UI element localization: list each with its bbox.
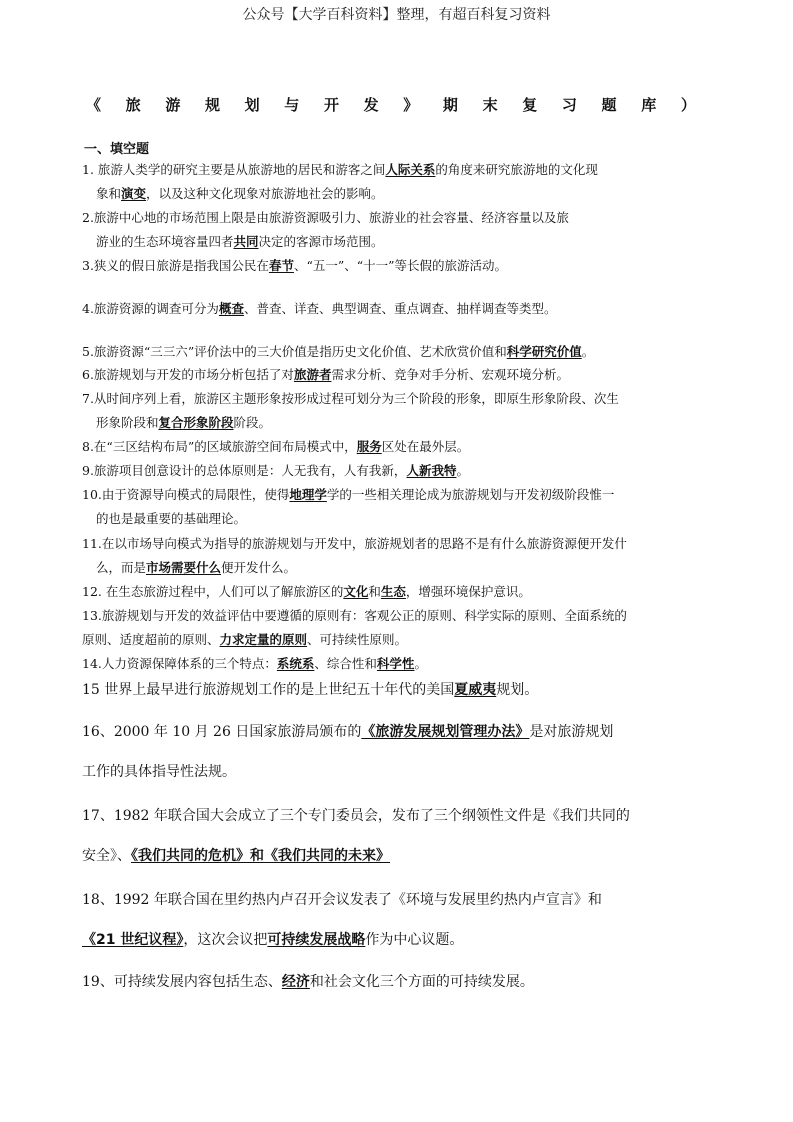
answer: 科学性 (376, 656, 415, 671)
question-12 (82, 580, 697, 604)
title-char: 游 (165, 96, 181, 114)
title-char: 发 (363, 96, 379, 114)
q-text: 作为中心议题。 (365, 932, 464, 948)
answer: 生态 (380, 584, 406, 599)
q-text: 8.在“三区结构布局”的区域旅游空间布局模式中， (82, 439, 357, 454)
question-1 (82, 158, 697, 206)
page-header: 公众号【大学百科资料】整理，有超百科复习资料 (242, 7, 551, 23)
question-16 (82, 712, 697, 792)
q-text: 15 世界上最早进行旅游规划工作的是上世纪五十年代的美国 (82, 682, 455, 698)
answer: 科学研究价值 (506, 344, 582, 359)
q-text: 2.旅游中心地的市场范围上限是由旅游资源吸引力、旅游业的社会容量、经济容量以及旅 (82, 210, 569, 225)
q-text: 9.旅游项目创意设计的总体原则是：人无我有，人有我新， (82, 463, 407, 478)
q-text: 的角度来研究旅游地的文化现 (435, 162, 598, 177)
answer: 复合形象阶段 (158, 415, 234, 430)
question-15 (82, 670, 697, 710)
q-text: 3.狭义的假日旅游是指我国公民在 (82, 258, 269, 273)
q-text: 便开发什么。 (221, 560, 297, 575)
q-text: 需求分析、竞争对手分析、宏观环境分析。 (331, 367, 569, 382)
q-text: 14.人力资源保障体系的三个特点： (82, 656, 277, 671)
q-text: 13.旅游规划与开发的效益评估中要遵循的原则有：客观公正的原则、科学实际的原则、全面系统的 (82, 608, 627, 623)
q-text: 16、2000 年 10 月 26 日国家旅游局颁布的 (82, 724, 362, 740)
q-text: 、综合性和 (314, 656, 377, 671)
title-char: 库 (641, 96, 657, 114)
question-18 (82, 880, 697, 960)
q-text: 学的一些相关理论成为旅游规划与开发初级阶段惟一 (326, 487, 615, 502)
q-text: 、可持续性原则。 (307, 632, 408, 647)
q-text: 阶段。 (233, 415, 272, 430)
q-text: 原则、适度超前的原则、 (82, 632, 220, 647)
answer: 人际关系 (385, 162, 436, 177)
q-text: 12. 在生态旅游过程中，人们可以了解旅游区的 (82, 584, 344, 599)
answer: 经济 (281, 974, 310, 990)
question-13 (82, 604, 697, 652)
q-text: 形象阶段和 (96, 415, 159, 430)
answer: 旅游者 (293, 367, 332, 382)
q-text: 19、可持续发展内容包括生态、 (82, 974, 282, 990)
q-text: ，以及这种文化现象对旅游地社会的影响。 (146, 186, 384, 201)
answer: 可持续发展战略 (267, 932, 366, 948)
title-char: ） (680, 96, 696, 114)
title-char: 题 (601, 96, 617, 114)
title-char: 开 (323, 96, 339, 114)
q-text: ，增强环境保护意识。 (405, 584, 531, 599)
answer: 夏威夷 (454, 682, 497, 698)
q-text: 是对旅游规划 (529, 724, 614, 740)
question-7 (82, 387, 697, 435)
q-text: 么，而是 (96, 560, 147, 575)
q-text: 规划。 (496, 682, 539, 698)
q-text: 4.旅游资源的调查可分为 (82, 301, 219, 316)
q-text: 17、1982 年联合国大会成立了三个专门委员会，发布了三个纲领性文件是《我们共同的 (82, 808, 630, 824)
question-2 (82, 206, 697, 254)
title-char: 复 (522, 96, 538, 114)
title-char: 》 (403, 96, 419, 114)
question-6 (82, 363, 697, 387)
title-char: 《 (86, 96, 102, 114)
question-19 (82, 962, 697, 1002)
q-text: 工作的具体指导性法规。 (82, 764, 236, 780)
q-text: 。 (581, 344, 595, 359)
question-9 (82, 459, 697, 483)
answer: 共同 (233, 234, 259, 249)
q-text: 11.在以市场导向模式为指导的旅游规划与开发中，旅游规划者的思路不是有什么旅游资源便开发什 (82, 536, 627, 551)
question-5 (82, 340, 697, 364)
answer: 人新我特 (406, 463, 457, 478)
question-11 (82, 532, 697, 580)
page-title (86, 94, 696, 115)
title-char: 末 (482, 96, 498, 114)
answer: 《我们共同的危机》和《我们共同的未来》 (131, 848, 390, 864)
answer: 概查 (218, 301, 244, 316)
question-4 (82, 297, 697, 321)
title-char: 规 (204, 96, 220, 114)
answer: 《旅游发展规划管理办法》 (361, 724, 530, 740)
q-text: 5.旅游资源“三三六”评价法中的三大价值是指历史文化价值、艺术欣赏价值和 (82, 344, 507, 359)
q-text: 10.由于资源导向模式的局限性，使得 (82, 487, 290, 502)
answer: 春节 (268, 258, 294, 273)
title-char: 划 (244, 96, 260, 114)
q-text: 游业的生态环境容量四者 (96, 234, 234, 249)
answer: 文化 (343, 584, 369, 599)
answer: 服务 (356, 439, 382, 454)
title-char: 期 (442, 96, 458, 114)
q-text: ，这次会议把 (183, 932, 268, 948)
question-10 (82, 483, 697, 531)
q-text: 、普查、详查、典型调查、重点调查、抽样调查等类型。 (243, 301, 557, 316)
title-char: 习 (561, 96, 577, 114)
q-text: 6.旅游规划与开发的市场分析包括了对 (82, 367, 294, 382)
q-text: 。 (414, 656, 427, 671)
q-text: 和社会文化三个方面的可持续发展。 (309, 974, 534, 990)
q-text: 1. 旅游人类学的研究主要是从旅游地的居民和游客之间 (82, 162, 386, 177)
answer: 地理学 (289, 487, 327, 502)
q-text: 18、1992 年联合国在里约热内卢召开会议发表了《环境与发展里约热内卢宣言》和 (82, 892, 602, 908)
answer: 力求定量的原则 (219, 632, 308, 647)
q-text: 区处在最外层。 (381, 439, 470, 454)
title-char: 旅 (125, 96, 141, 114)
answer: 系统系 (276, 656, 315, 671)
q-text: 和 (368, 584, 381, 599)
answer: 市场需要什么 (146, 560, 222, 575)
q-text: 7.从时间序列上看，旅游区主题形象按形成过程可划分为三个阶段的形象，即原生形象阶段、次生 (82, 391, 619, 406)
question-3 (82, 254, 697, 278)
answer: 演变 (121, 186, 147, 201)
question-8 (82, 435, 697, 459)
q-text: 决定的客源市场范围。 (258, 234, 384, 249)
q-text: 安全》、 (82, 848, 131, 864)
answer: 《21 世纪议程》 (82, 932, 184, 948)
q-text: 。 (456, 463, 469, 478)
question-17 (82, 796, 697, 876)
q-text: 象和 (96, 186, 122, 201)
q-text: 、“五一”、“十一”等长假的旅游活动。 (293, 258, 508, 273)
section-title: 一、填空题 (84, 142, 150, 157)
q-text: 的也是最重要的基础理论。 (96, 511, 247, 526)
title-char: 与 (284, 96, 300, 114)
